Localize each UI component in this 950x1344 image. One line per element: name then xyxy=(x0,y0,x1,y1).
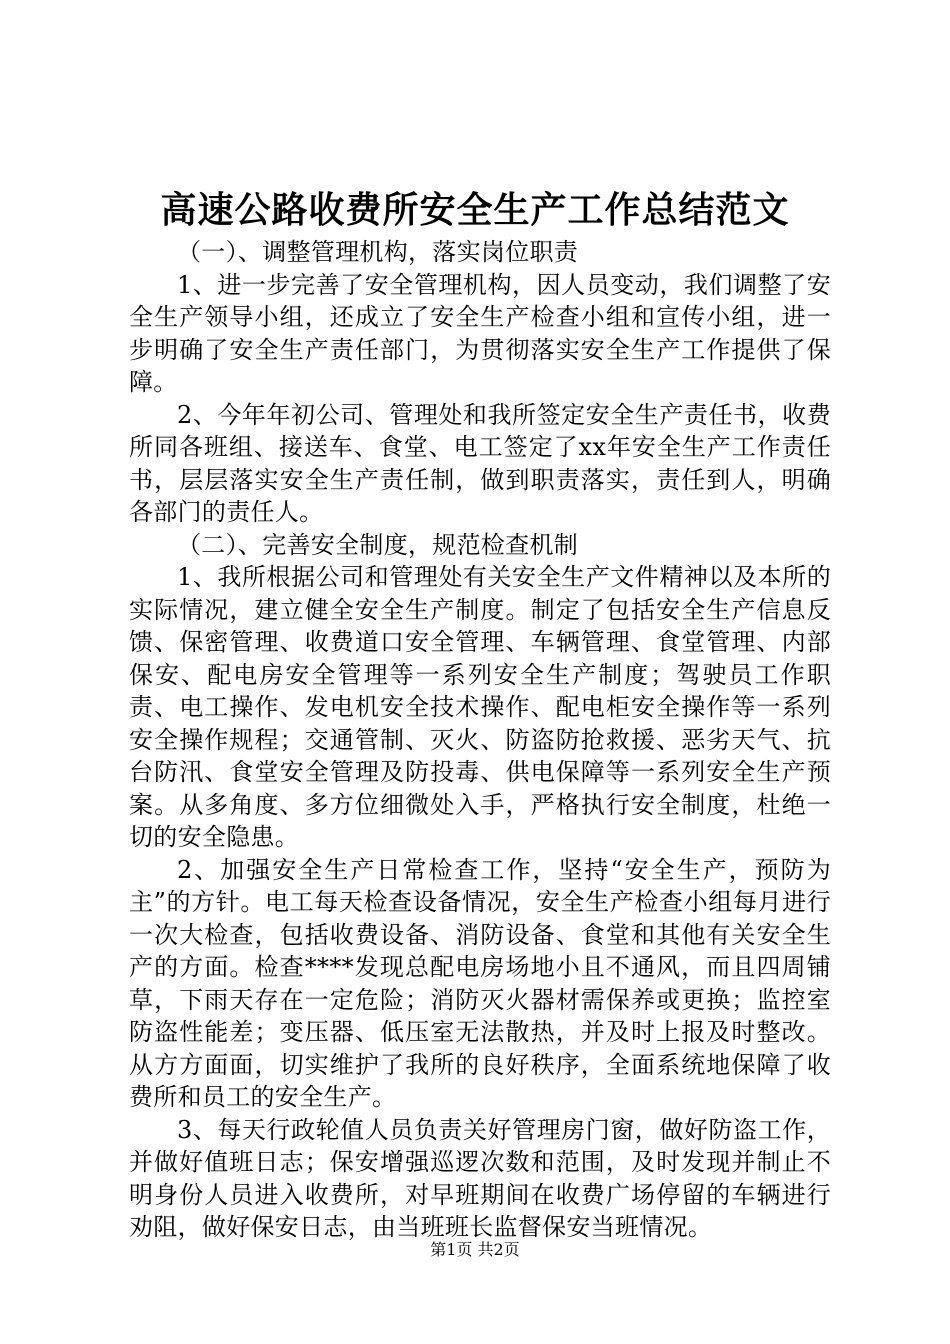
document-title: 高速公路收费所安全生产工作总结范文 xyxy=(160,189,790,231)
paragraph: 2、今年年初公司、管理处和我所签定安全生产责任书，收费所同各班组、接送车、食堂、电工签定了xx年安全生产工作责任书，层层落实安全生产责任制，做到职责落实，责任到人，明确各部门的责任人。 xyxy=(129,400,831,526)
paragraph: 1、进一步完善了安全管理机构，因人员变动，我们调整了安全生产领导小组，还成立了安全生产检查小组和宣传小组，进一步明确了安全生产责任部门，为贯彻落实安全生产工作提供了保障。 xyxy=(129,270,831,396)
page-footer: 第1页 共2页 xyxy=(430,1240,520,1259)
paragraph: 2、加强安全生产日常检查工作，坚持“安全生产，预防为主”的方针。电工每天检查设备情况，安全生产检查小组每月进行一次大检查，包括收费设备、消防设备、食堂和其他有关安全生产的方面。检查****发现总配电房场地小且不通风，而且四周铺草，下雨天存在一定危险；消防灭火器材需保养或更换；监控室防盗性能差；变压器、低压室无法散热，并及时上报及时整改。从方方面面，切实维护了我所的良好秩序，全面系统地保障了收费所和员工的安全生产。 xyxy=(129,855,831,1111)
document-body xyxy=(129,236,831,1244)
paragraph: 3、每天行政轮值人员负责关好管理房门窗，做好防盗工作，并做好值班日志；保安增强巡逻次数和范围，及时发现并制止不明身份人员进入收费所，对早班期间在收费广场停留的车辆进行劝阻，做好保安日志，由当班班长监督保安当班情况。 xyxy=(129,1115,831,1241)
paragraph: 1、我所根据公司和管理处有关安全生产文件精神以及本所的实际情况，建立健全安全生产制度。制定了包括安全生产信息反馈、保密管理、收费道口安全管理、车辆管理、食堂管理、内部保安、配电房安全管理等一系列安全生产制度；驾驶员工作职责、电工操作、发电机安全技术操作、配电柜安全操作等一系列安全操作规程；交通管制、灭火、防盗防抢救援、恶劣天气、抗台防汛、食堂安全管理及防投毒、供电保障等一系列安全生产预案。从多角度、多方位细微处入手，严格执行安全制度，杜绝一切的安全隐患。 xyxy=(129,563,831,851)
section-heading-2: （二）、完善安全制度，规范检查机制 xyxy=(177,530,579,559)
section-heading-1: （一）、调整管理机构，落实岗位职责 xyxy=(177,238,579,266)
